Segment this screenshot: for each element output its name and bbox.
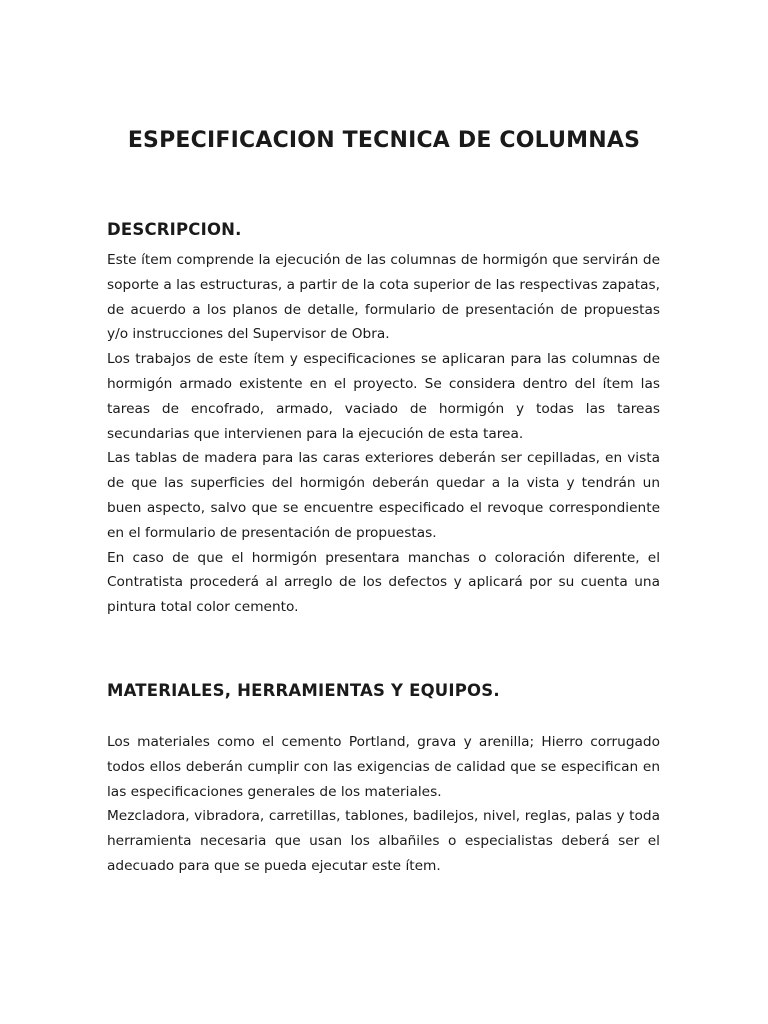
section-body-descripcion — [107, 248, 660, 620]
paragraph: En caso de que el hormigón presentara manchas o coloración diferente, el Contratista procederá al arreglo de los defectos y aplicará por su cuenta una pintura total color cemento. — [107, 549, 660, 616]
paragraph: Las tablas de madera para las caras exteriores deberán ser cepilladas, en vista de que las superficies del hormigón deberán quedar a la vista y tendrán un buen aspecto, salvo que se encuentre especificado el revoque correspondiente en el formulario de presentación de propuestas. — [107, 450, 660, 541]
section-body-materiales — [107, 730, 660, 879]
paragraph: Los trabajos de este ítem y especificaciones se aplicaran para las columnas de hormigón armado existente en el proyecto. Se considera dentro del ítem las tareas de encofrado, armado, vaciado de hormigón y todas las tareas secundarias que intervienen para la ejecución de esta tarea. — [107, 351, 660, 442]
paragraph: Los materiales como el cemento Portland, grava y arenilla; Hierro corrugado todos ellos deberán cumplir con las exigencias de calidad que se especifican en las especificaciones generales de los materiales. — [107, 734, 660, 800]
paragraph: Mezcladora, vibradora, carretillas, tablones, badilejos, nivel, reglas, palas y toda herramienta necesaria que usan los albañiles o especialistas deberá ser el adecuado para que se pueda ejecutar este ítem. — [107, 808, 660, 874]
document-title: ESPECIFICACION TECNICA DE COLUMNAS — [127, 128, 641, 153]
section-heading-materiales: MATERIALES, HERRAMIENTAS Y EQUIPOS. — [107, 681, 500, 700]
section-heading-descripcion: DESCRIPCION. — [107, 220, 242, 239]
paragraph: Este ítem comprende la ejecución de las columnas de hormigón que servirán de soporte a las estructuras, a partir de la cota superior de las respectivas zapatas, de acuerdo a los planos de detalle, formulario de presentación de propuestas y/o instrucciones del Supervisor de Obra. — [107, 252, 660, 343]
